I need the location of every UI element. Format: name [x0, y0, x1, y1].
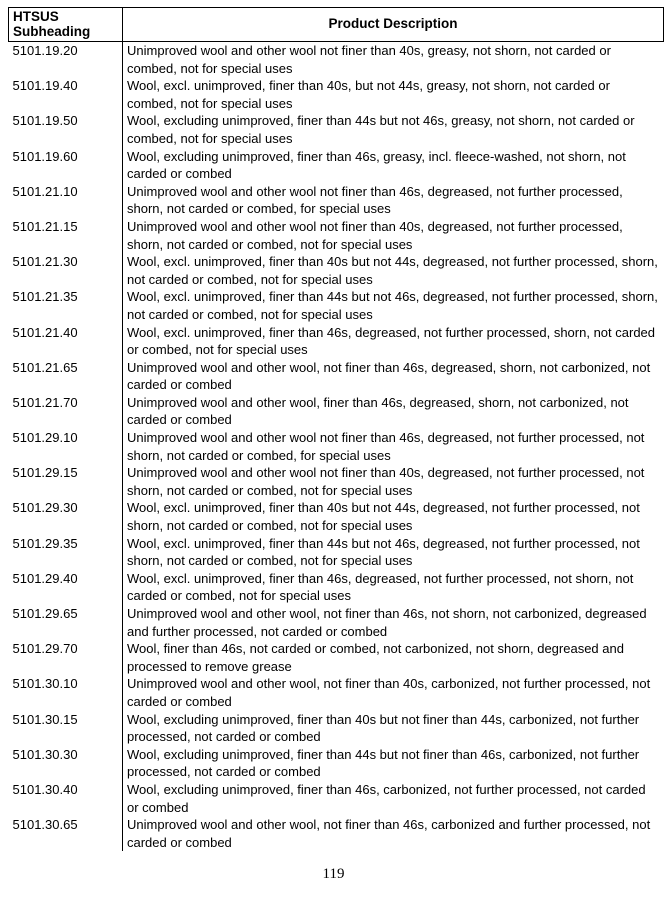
- table-row: [9, 816, 664, 851]
- table-row: [9, 711, 664, 746]
- product-description-text: Wool, excl. unimproved, finer than 40s but not 44s, degreased, not further processed, not shorn, not carded or combed, not for special uses: [127, 500, 640, 534]
- product-description-text: Wool, excluding unimproved, finer than 44s but not 46s, greasy, not shorn, not carded or combed, not for special uses: [127, 113, 635, 146]
- product-description-text: Unimproved wool and other wool not finer than 46s, degreased, not further processed, not shorn, not carded or combed, for special uses: [127, 430, 645, 463]
- htsus-subheading-code: 5101.21.70: [9, 394, 123, 429]
- htsus-subheading-code: 5101.21.30: [9, 253, 123, 288]
- htsus-subheading-code: 5101.29.30: [9, 499, 123, 534]
- htsus-subheading-code: 5101.30.10: [9, 675, 123, 710]
- table-row: [9, 570, 664, 605]
- product-description-text: Unimproved wool and other wool, finer than 46s, degreased, shorn, not carbonized, not carded or combed: [127, 394, 629, 428]
- product-description-text: Wool, excl. unimproved, finer than 44s but not 46s, degreased, not further processed, shorn, not carded or combed, not for special uses: [127, 289, 658, 322]
- htsus-subheading-code: 5101.29.65: [9, 605, 123, 640]
- table-row: [9, 77, 664, 112]
- table-row: [9, 464, 664, 499]
- table-row: [9, 675, 664, 710]
- table-row: [9, 746, 664, 781]
- table-row: [9, 183, 664, 218]
- product-description-text: Unimproved wool and other wool, not finer than 40s, carbonized, not further processed, not carded or combed: [127, 676, 651, 709]
- htsus-subheading-code: 5101.19.40: [9, 77, 123, 112]
- table-row: [9, 605, 664, 640]
- table-row: [9, 253, 664, 288]
- htsus-subheading-code: 5101.19.20: [9, 42, 123, 78]
- table-row: [9, 218, 664, 253]
- product-description-text: Wool, excluding unimproved, finer than 44s but not finer than 46s, carbonized, not further processed, not carded or combed: [127, 746, 640, 780]
- table-header: [9, 8, 664, 42]
- product-description-text: Wool, excl. unimproved, finer than 40s, but not 44s, greasy, not shorn, not carded or combed, not for special uses: [127, 78, 610, 111]
- htsus-subheading-code: 5101.30.15: [9, 711, 123, 746]
- table-row: [9, 112, 664, 147]
- htsus-subheading-code: 5101.30.30: [9, 746, 123, 781]
- product-description-text: Wool, excluding unimproved, finer than 40s but not finer than 44s, carbonized, not further processed, not carded or combed: [127, 711, 640, 745]
- table-row: [9, 640, 664, 675]
- product-description-text: Unimproved wool and other wool, not finer than 46s, degreased, shorn, not carbonized, not carded or combed: [127, 359, 651, 393]
- product-description-text: Unimproved wool and other wool, not finer than 46s, carbonized and further processed, not carded or combed: [127, 817, 651, 850]
- table-row: [9, 535, 664, 570]
- table-row: [9, 148, 664, 183]
- product-description-text: Wool, excl. unimproved, finer than 46s, degreased, not further processed, shorn, not carded or combed, not for special uses: [127, 324, 656, 358]
- htsus-subheading-code: 5101.29.15: [9, 464, 123, 499]
- table-row: [9, 288, 664, 323]
- htsus-subheading-code: 5101.30.40: [9, 781, 123, 816]
- table-row: [9, 781, 664, 816]
- product-description-text: Unimproved wool and other wool not finer than 40s, degreased, not further processed, shorn, not carded or combed, not for special uses: [127, 218, 623, 252]
- htsus-subheading-code: 5101.29.10: [9, 429, 123, 464]
- product-description-text: Unimproved wool and other wool not finer than 40s, degreased, not further processed, not shorn, not carded or combed, not for special uses: [127, 465, 645, 498]
- htsus-subheading-code: 5101.21.35: [9, 288, 123, 323]
- htsus-subheading-code: 5101.19.50: [9, 112, 123, 147]
- htsus-subheading-code: 5101.21.10: [9, 183, 123, 218]
- product-description-text: Wool, excluding unimproved, finer than 46s, greasy, incl. fleece-washed, not shorn, not carded or combed: [127, 148, 626, 182]
- htsus-subheading-code: 5101.29.40: [9, 570, 123, 605]
- product-description-text: Wool, excl. unimproved, finer than 40s but not 44s, degreased, not further processed, shorn, not carded or combed, not for special uses: [127, 254, 658, 287]
- product-description-text: Unimproved wool and other wool not finer than 40s, greasy, not shorn, not carded or combed, not for special uses: [127, 43, 611, 76]
- table-row: [9, 499, 664, 534]
- column-header-product-description: Product Description: [123, 8, 664, 42]
- table-row: [9, 394, 664, 429]
- product-description-text: Wool, excluding unimproved, finer than 46s, carbonized, not further processed, not carded or combed: [127, 781, 646, 815]
- htsus-subheading-code: 5101.21.15: [9, 218, 123, 253]
- product-description-text: Wool, finer than 46s, not carded or combed, not carbonized, not shorn, degreased and processed to remove grease: [127, 641, 624, 674]
- htsus-subheading-code: 5101.21.65: [9, 359, 123, 394]
- htsus-subheading-code: 5101.21.40: [9, 324, 123, 359]
- product-description-text: Unimproved wool and other wool not finer than 46s, degreased, not further processed, shorn, not carded or combed, for special uses: [127, 183, 623, 217]
- column-header-htsus-subheading: HTSUS Subheading: [9, 8, 123, 42]
- table-row: [9, 324, 664, 359]
- page-number: 119: [322, 866, 345, 882]
- product-description-text: Wool, excl. unimproved, finer than 44s but not 46s, degreased, not further processed, not shorn, not carded or combed, not for special uses: [127, 535, 640, 569]
- product-description-text: Unimproved wool and other wool, not finer than 46s, not shorn, not carbonized, degreased and further processed, not carded or combed: [127, 606, 647, 639]
- table-row: [9, 359, 664, 394]
- htsus-subheading-code: 5101.29.70: [9, 640, 123, 675]
- htsus-subheading-code: 5101.30.65: [9, 816, 123, 851]
- htsus-subheading-code: 5101.29.35: [9, 535, 123, 570]
- table-row: [9, 429, 664, 464]
- product-description-text: Wool, excl. unimproved, finer than 46s, degreased, not further processed, not shorn, not carded or combed, not for special uses: [127, 570, 634, 604]
- htsus-subheading-code: 5101.19.60: [9, 148, 123, 183]
- table-row: [9, 42, 664, 78]
- htsus-table: [8, 7, 664, 851]
- table-body: [9, 42, 664, 852]
- header-row: [9, 8, 664, 42]
